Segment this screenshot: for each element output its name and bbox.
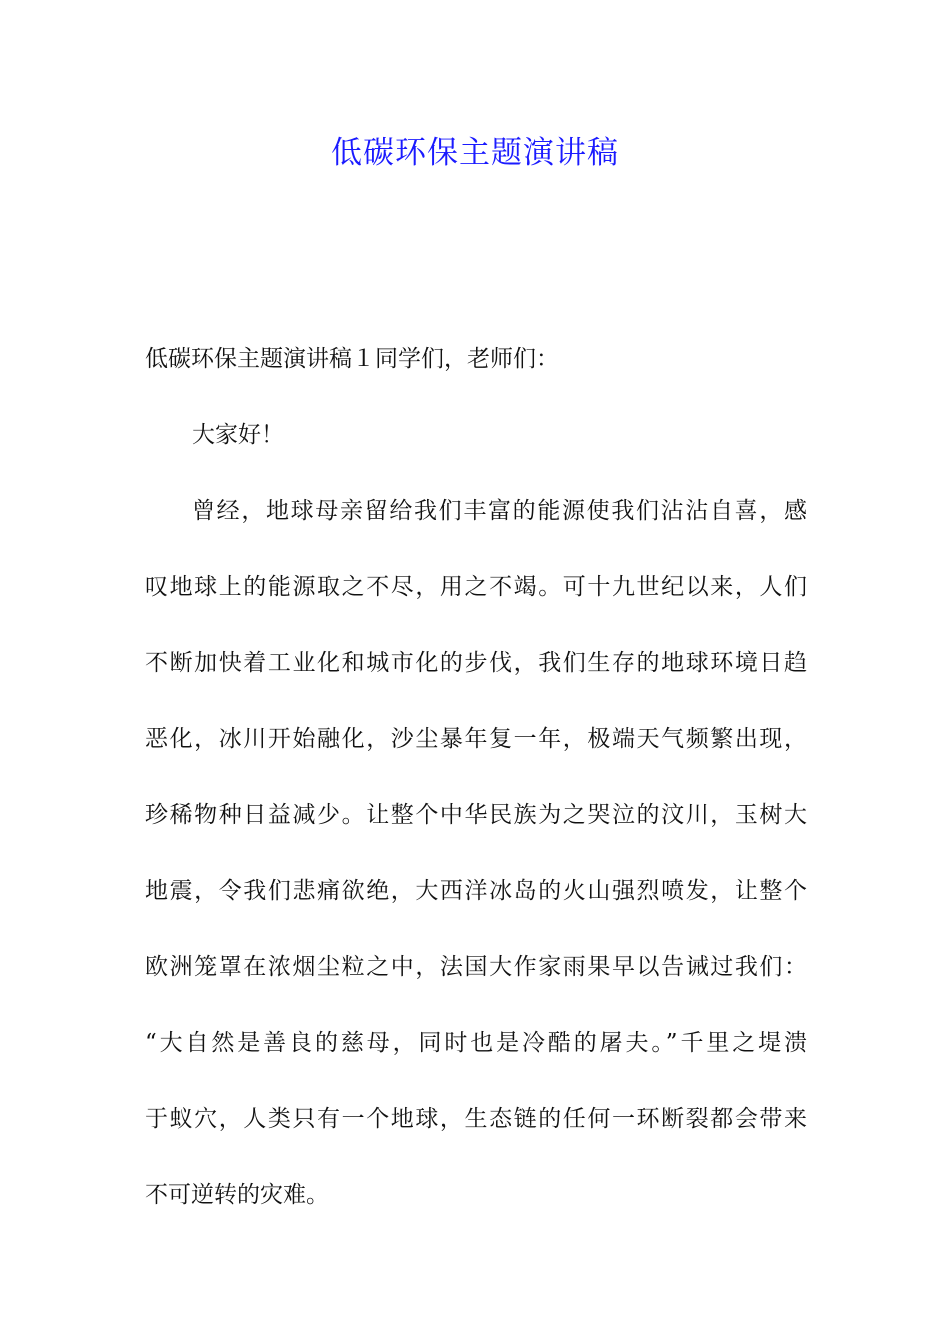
body-line: “大自然是善良的慈母，同时也是冷酷的屠夫。”千里之堤溃 [145,1030,807,1056]
body-line: 于蚁穴，人类只有一个地球，生态链的任何一环断裂都会带来 [145,1106,807,1132]
body-line-greeting: 大家好！ [192,422,284,448]
body-line: 地震，令我们悲痛欲绝，大西洋冰岛的火山强烈喷发，让整个 [145,878,807,904]
body-line: 曾经，地球母亲留给我们丰富的能源使我们沾沾自喜，感 [192,498,807,524]
body-line: 珍稀物种日益减少。让整个中华民族为之哭泣的汶川，玉树大 [145,802,807,828]
body-line-opening: 低碳环保主题演讲稿１同学们，老师们： [145,346,559,372]
body-line: 恶化，冰川开始融化，沙尘暴年复一年，极端天气频繁出现， [145,726,807,752]
body-line: 不断加快着工业化和城市化的步伐，我们生存的地球环境日趋 [145,650,807,676]
body-line: 叹地球上的能源取之不尽，用之不竭。可十九世纪以来，人们 [145,574,807,600]
document-body [145,340,807,1252]
document-title: 低碳环保主题演讲稿 [331,135,619,171]
body-line-last: 不可逆转的灾难。 [145,1182,329,1208]
body-line: 欧洲笼罩在浓烟尘粒之中，法国大作家雨果早以告诫过我们： [145,954,807,980]
